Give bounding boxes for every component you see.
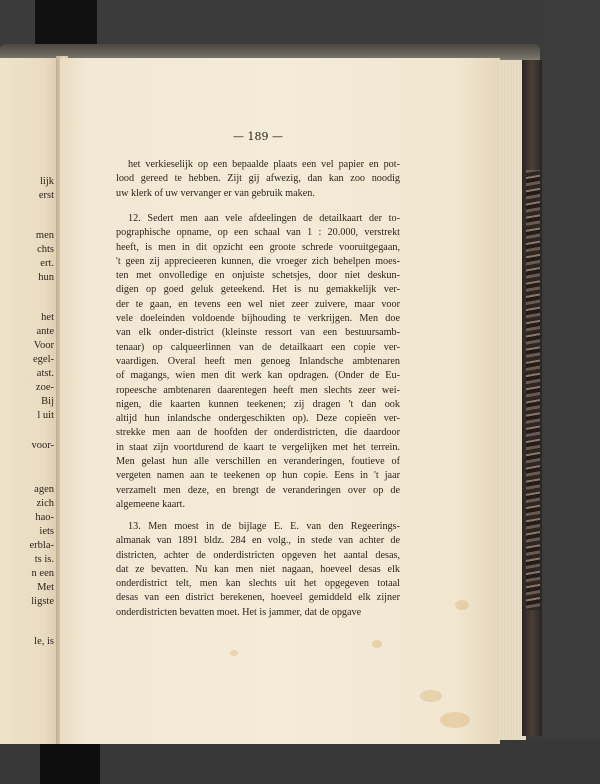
text-line: onderdistrict telt, men kan slechts uit het opgegeven totaal xyxy=(116,578,400,590)
left-page-fragment: erst xyxy=(38,190,54,201)
left-page-fragment: chts xyxy=(37,244,54,255)
left-page-fragment: Voor xyxy=(33,340,54,351)
text-line: ten met onvolledige en onjuiste schetsjes, door niet deskun- xyxy=(116,270,400,282)
text-line: heeft, is men in dit opzicht een groote schrede vooruitgegaan, xyxy=(116,241,400,253)
text-line: ropeesche ambtenaren daarentegen heeft men slechts zeer wei- xyxy=(116,384,400,396)
background-dark-strip-bottom xyxy=(40,738,100,784)
left-page-fragment: voor- xyxy=(31,440,54,451)
text-line: 't geen zij apprecieeren kunnen, die vroeger zich behelpen moes- xyxy=(116,255,400,267)
paragraph-1 xyxy=(116,158,400,201)
paragraph-2 xyxy=(116,212,400,512)
foxing-stain xyxy=(420,690,442,702)
text-line: altijd hun inlandsche ondergeschikten op). Deze copieën ver- xyxy=(116,413,400,425)
text-line: het verkieselijk op een bepaalde plaats een vel papier en pot- xyxy=(128,159,400,170)
left-page-fragment: Met xyxy=(37,582,54,593)
text-line: lood gereed te hebben. Zijt gij afwezig, dan kan zoo noodig xyxy=(116,173,400,185)
paragraph-3 xyxy=(116,520,400,620)
left-page-fragment: het xyxy=(41,312,54,323)
text-line: desas van een district berekenen, hoeveel gemiddeld elk zijner xyxy=(116,592,400,604)
text-line: vaardigen. Overal heeft men genoeg Inlandsche ambtenaren xyxy=(116,355,400,367)
text-line: onderdistricten bevatten moet. Het is jammer, dat de opgave xyxy=(116,606,362,618)
text-line: dat ze bevatten. Nu kan men niet nagaan, hoeveel desas elk xyxy=(116,563,400,575)
text-line: uw klerk of uw vervanger er van gebruik maken. xyxy=(116,187,315,199)
text-line: districten, achter de onderdistricten opgeven het aantal desas, xyxy=(116,549,400,561)
left-page-fragment: men xyxy=(35,230,54,241)
left-page-fragment: agen xyxy=(34,484,54,495)
left-page-fragment: l uit xyxy=(37,410,54,421)
text-line: algemeene kaart. xyxy=(116,498,186,510)
text-line: vergeten namen aan te teekenen op hun copie. Eens in 't jaar xyxy=(116,470,400,482)
left-page-fragment: ligste xyxy=(31,596,54,607)
left-page-text-fragments xyxy=(0,58,60,744)
left-page-fragment: zoe- xyxy=(35,382,54,393)
text-line: 12. Sedert men aan vele afdeelingen de detailkaart der to- xyxy=(128,213,400,224)
left-page-fragment: hao- xyxy=(35,512,54,523)
text-line: vele doeleinden voldoende bijhouding te verkrijgen. Men doe xyxy=(116,313,400,325)
left-page-fragment: iets xyxy=(39,526,54,537)
left-page-fragment: ante xyxy=(36,326,54,337)
left-page-fragment: ert. xyxy=(40,258,54,269)
left-page xyxy=(0,58,62,744)
text-line: 13. Men moest in de bijlage E. E. van den Regeerings- xyxy=(128,521,400,532)
text-line: nigen, die kaarten kunnen teekenen; zij dragen 't dan ook xyxy=(116,398,400,410)
left-page-fragment: hun xyxy=(38,272,54,283)
background-right xyxy=(540,0,600,784)
page-number: — 189 — xyxy=(233,130,283,143)
foxing-stain xyxy=(372,640,382,648)
text-line: strekke men aan de hoofden der onderdistricten, die daardoor xyxy=(116,427,400,439)
foxing-stain xyxy=(440,712,470,728)
left-page-fragment: Bij xyxy=(41,396,54,407)
left-page-fragment: egel- xyxy=(33,354,54,365)
foxing-stain xyxy=(455,600,469,610)
foxing-stain xyxy=(230,650,238,656)
left-page-fragment: atst. xyxy=(36,368,54,379)
left-page-fragment: n een xyxy=(31,568,54,579)
text-line: in staat zijn voortdurend de kaart te vergelijken met het terrein. xyxy=(116,441,400,453)
text-line: der te gaan, en tevens een wel niet zeer zuivere, maar voor xyxy=(116,298,400,310)
left-page-fragment: erbla- xyxy=(29,540,54,551)
marbled-cover-pattern xyxy=(526,170,540,610)
text-line: almanak van 1891 bldz. 284 en volg., in stede van achter de xyxy=(116,535,400,547)
text-line: digen op goed geluk geteekend. Het is nu gemakkelijk ver- xyxy=(116,284,400,296)
text-line: of magangs, wien men dit werk kan opdragen. (Onder de Eu- xyxy=(116,370,400,382)
left-page-fragment: le, is xyxy=(34,636,54,647)
left-page-fragment: ts is. xyxy=(34,554,54,565)
left-page-fragment: lijk xyxy=(39,176,54,187)
left-page-fragment: zich xyxy=(36,498,54,509)
text-line: Men gelast hun alle verschillen en veranderingen, foutieve of xyxy=(116,456,400,468)
text-line: van elk onder-district (kleinste ressort van een bestuursamb- xyxy=(116,327,400,339)
text-line: verzamelt men deze, en brengt de veranderingen over op de xyxy=(116,484,400,496)
text-line: tenaar) op calqueerlinnen van de detailkaart een copie ver- xyxy=(116,341,400,353)
text-line: pographische opname, op een schaal van 1 : 20.000, verstrekt xyxy=(116,227,400,239)
